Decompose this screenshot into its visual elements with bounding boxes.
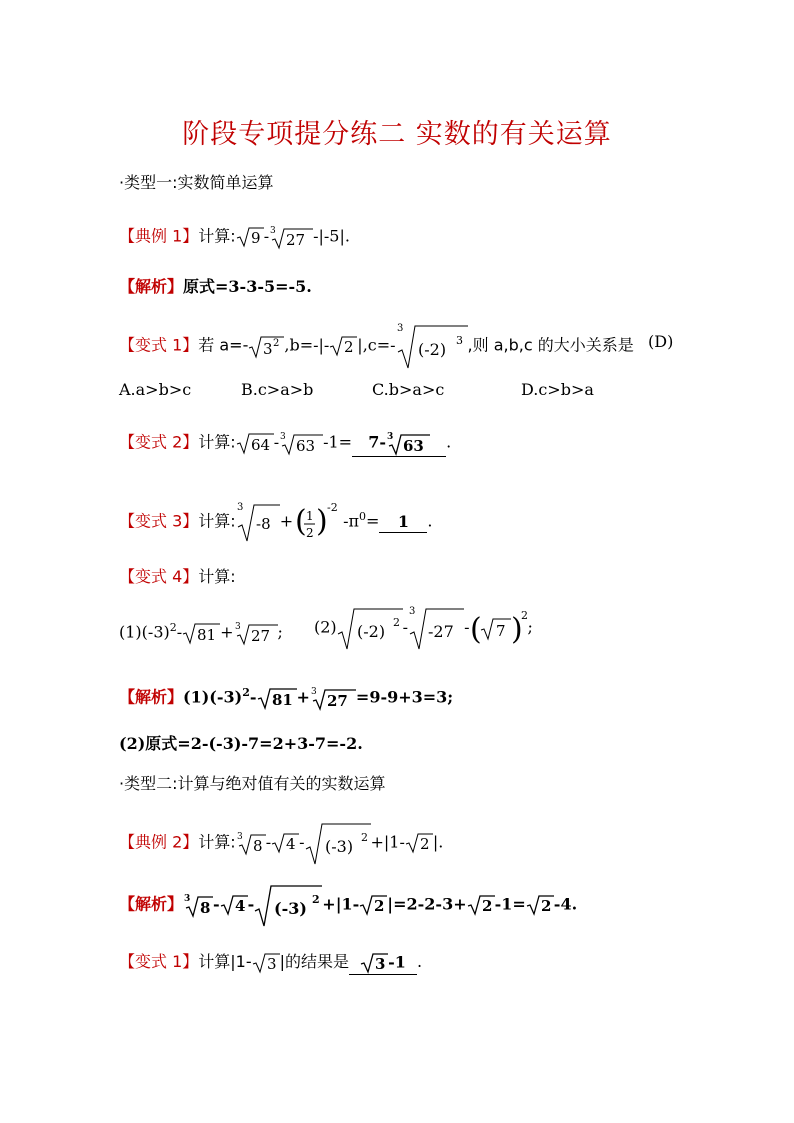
sqrt-neg3-squared-sol: [254, 882, 322, 928]
sqrt-64: [236, 431, 274, 455]
svg-text:): ): [316, 504, 328, 539]
question-1-end: ;: [277, 622, 283, 642]
variant-4: [119, 566, 236, 588]
sqrt-2-sol-c: [526, 894, 554, 916]
svg-text:-2: -2: [327, 501, 338, 514]
variant-1-answer: (D): [648, 332, 674, 351]
svg-text:(-3): (-3): [324, 837, 353, 856]
svg-text:2: 2: [306, 526, 314, 540]
cbrt-neg2-cubed: [396, 322, 468, 370]
example-1-tail: -|-5|.: [313, 226, 350, 246]
sqrt-2-sol-a: [359, 894, 387, 916]
solution-2-t3: -4.: [553, 894, 578, 914]
svg-text:1: 1: [306, 509, 314, 523]
solution-2: 【解析】 3 8 - 4 - (-3) 2 +|1- 2 |=2-2-3+ 2 -1= 2 -4.: [119, 882, 577, 928]
variant-1-mid2: |,c=-: [357, 335, 396, 355]
example-1-prefix: 计算:: [198, 226, 236, 246]
question-2: (2) (-2) 2 - 3 -27 - ( 7 ) 2 ;: [314, 605, 533, 651]
variant-2-mid: -1=: [323, 432, 353, 452]
svg-text:3: 3: [409, 606, 416, 617]
svg-text:3: 3: [396, 323, 403, 334]
example-2-mid: +|1-: [370, 832, 405, 852]
solution-4-a: (1)(-3): [183, 687, 243, 707]
svg-text:-8: -8: [255, 515, 271, 533]
solution-4b: [119, 733, 363, 755]
svg-text:3: 3: [236, 502, 244, 513]
variant-1: [119, 322, 634, 370]
svg-text:2: 2: [273, 338, 280, 349]
svg-text:3: 3: [455, 334, 463, 347]
svg-text:8: 8: [252, 837, 263, 855]
cbrt-8: [236, 830, 266, 856]
question-2-label: (2): [314, 617, 337, 637]
sqrt-81-sol: [257, 686, 297, 710]
variant-3-prefix: 计算:: [198, 511, 236, 531]
solution-1: [119, 276, 312, 298]
cbrt-27-sol: [310, 685, 356, 711]
svg-text:(-3): (-3): [274, 899, 308, 918]
svg-text:2: 2: [481, 897, 493, 915]
solution-4-b: -: [249, 687, 257, 707]
svg-text:2: 2: [540, 897, 552, 915]
section-type-2: ·类型二:计算与绝对值有关的实数运算: [119, 774, 386, 793]
solution-4: 【解析】$(1)(-3)^2-$ 81 + 3 27 =9-9+3=3;: [119, 686, 454, 710]
svg-text:3: 3: [386, 432, 394, 442]
sqrt-81: [182, 621, 220, 645]
variant-5-mid: |的结果是: [279, 952, 350, 971]
variant-2-tag: 【变式 2】: [119, 432, 199, 452]
variant-5-tag: 【变式 1】: [119, 952, 199, 971]
cbrt-27-q1: [234, 620, 278, 646]
solution-1-text: 原式=3-3-5=-5.: [183, 277, 312, 296]
half-power-neg2: [293, 500, 343, 544]
variant-5-answer-blank: [349, 952, 417, 975]
variant-3-mid: -π: [343, 511, 360, 531]
variant-4-tag: 【变式 4】: [119, 567, 199, 586]
choice-b: B.c>a>b: [241, 380, 314, 399]
choice-c: C.b>a>c: [372, 380, 445, 399]
solution-4b-b: 原式: [145, 734, 178, 753]
solution-2-t2: -1=: [494, 894, 526, 914]
example-1: 【典例 1】计算: 9 - 3 27 -|-5|.: [119, 226, 350, 249]
page-title: 阶段专项提分练二 实数的有关运算: [182, 119, 612, 150]
sqrt-neg2-squared: [337, 605, 403, 651]
section-type-1: ·类型一:实数简单运算: [119, 173, 274, 192]
svg-text:3: 3: [270, 226, 276, 236]
svg-text:63: 63: [296, 437, 316, 455]
svg-text:2: 2: [392, 616, 400, 629]
variant-2: 【变式 2】计算: 64 - 3 63 -1= 7- 3 63 .: [119, 432, 452, 455]
variant-2-answer: 7-: [368, 432, 386, 452]
sqrt-4-sol: [220, 894, 248, 916]
svg-text:27: 27: [326, 691, 348, 710]
example-2: 【典例 2】计算: 3 8 - 4 - (-3) 2 +|1- 2 |.: [119, 820, 443, 866]
variant-5-answer: -1: [388, 952, 406, 971]
svg-text:64: 64: [250, 436, 270, 454]
variant-1-tag: 【变式 1】: [119, 335, 199, 355]
svg-text:(: (: [295, 504, 307, 539]
example-1-tag: 【典例 1】: [119, 226, 199, 246]
question-2-end: ;: [527, 617, 533, 637]
svg-text:9: 9: [250, 229, 261, 247]
variant-1-tail: ,则 a,b,c 的大小关系是: [467, 335, 634, 355]
variant-2-prefix: 计算:: [198, 432, 236, 452]
sqrt-2-sol-b: [467, 894, 495, 916]
cbrt-63: [279, 430, 323, 456]
svg-text:2: 2: [521, 609, 529, 622]
svg-text:7: 7: [496, 622, 507, 640]
sqrt7-squared: [469, 605, 527, 651]
variant-5-prefix: 计算|1-: [198, 952, 252, 971]
svg-text:3: 3: [184, 894, 191, 904]
variant-3-answer: 1: [379, 512, 427, 533]
cbrt-neg8: [236, 501, 280, 543]
svg-text:3: 3: [234, 621, 241, 632]
svg-text:(-2): (-2): [356, 622, 385, 641]
variant-5: 【变式 1】计算|1- 3 |的结果是 3 -1 .: [119, 952, 423, 973]
sqrt-9: [236, 226, 264, 248]
svg-text:3: 3: [236, 832, 243, 842]
svg-text:(: (: [470, 612, 483, 647]
solution-4-tag: 【解析】: [119, 687, 184, 707]
svg-text:4: 4: [286, 835, 296, 853]
svg-text:2: 2: [374, 897, 385, 915]
variant-1-prefix: 若 a=-: [198, 335, 249, 355]
svg-text:2: 2: [419, 835, 430, 853]
choice-a: A.a>b>c: [119, 380, 192, 399]
variant-4-text: 计算:: [198, 567, 236, 586]
svg-text:2: 2: [344, 338, 354, 356]
svg-text:3: 3: [266, 954, 277, 973]
solution-4b-c: =2-(-3)-7=2+3-7=-2.: [177, 734, 363, 753]
sqrt-3: [252, 952, 280, 974]
example-2-tag: 【典例 2】: [119, 832, 199, 852]
solution-2-tail: |=2-2-3+: [387, 894, 467, 914]
svg-text:): ): [511, 612, 524, 647]
svg-text:3: 3: [280, 432, 286, 442]
svg-text:3: 3: [263, 340, 273, 358]
solution-4-d: =9-9+3=3;: [355, 687, 454, 707]
sqrt-3-answer: [360, 952, 388, 974]
variant-3-tag: 【变式 3】: [119, 511, 199, 531]
svg-text:8: 8: [200, 899, 211, 917]
svg-text:27: 27: [286, 231, 306, 249]
solution-4-c: +: [296, 687, 310, 707]
svg-text:4: 4: [234, 897, 246, 915]
svg-text:-27: -27: [428, 622, 454, 641]
question-1: $(1)(-3)^2-$ 81 + 3 27 ;: [119, 621, 283, 645]
variant-3: 【变式 3】计算: 3 -8 + ( 1 2 ) -2 $-\pi^0= 1$ .: [119, 500, 433, 544]
sqrt-neg3-squared: [305, 820, 371, 866]
svg-text:2: 2: [360, 831, 368, 844]
solution-1-tag: 【解析】: [119, 277, 184, 296]
cbrt-8-sol: [183, 892, 213, 918]
solution-2-mid: +|1-: [322, 894, 360, 914]
cbrt-neg27: [408, 605, 464, 651]
question-1-mid: -: [176, 622, 183, 642]
variant-1-mid1: ,b=-|-: [284, 335, 330, 355]
sqrt-3-squared: [248, 333, 284, 359]
choice-d: D.c>b>a: [521, 380, 594, 399]
variant-2-answer-blank: [352, 430, 446, 457]
svg-text:81: 81: [197, 625, 217, 644]
svg-text:2: 2: [312, 893, 320, 906]
svg-text:3: 3: [375, 954, 386, 973]
sqrt-2-ex2: [405, 832, 433, 854]
svg-text:63: 63: [402, 437, 424, 455]
sqrt-4: [271, 832, 299, 854]
question-1-label: (1)(-3): [119, 622, 170, 642]
solution-2-tag: 【解析】: [119, 894, 184, 914]
svg-text:27: 27: [250, 626, 270, 645]
svg-text:3: 3: [310, 686, 317, 697]
cbrt-27: [269, 224, 313, 250]
sqrt-2: [329, 335, 357, 357]
variant-3-eq: =: [366, 511, 380, 531]
example-2-prefix: 计算:: [198, 832, 236, 852]
cbrt-63-answer: [386, 430, 430, 456]
svg-text:81: 81: [271, 690, 293, 709]
svg-text:(-2): (-2): [417, 340, 446, 359]
solution-4b-a: (2): [119, 734, 146, 753]
example-2-tail: |.: [432, 832, 444, 852]
